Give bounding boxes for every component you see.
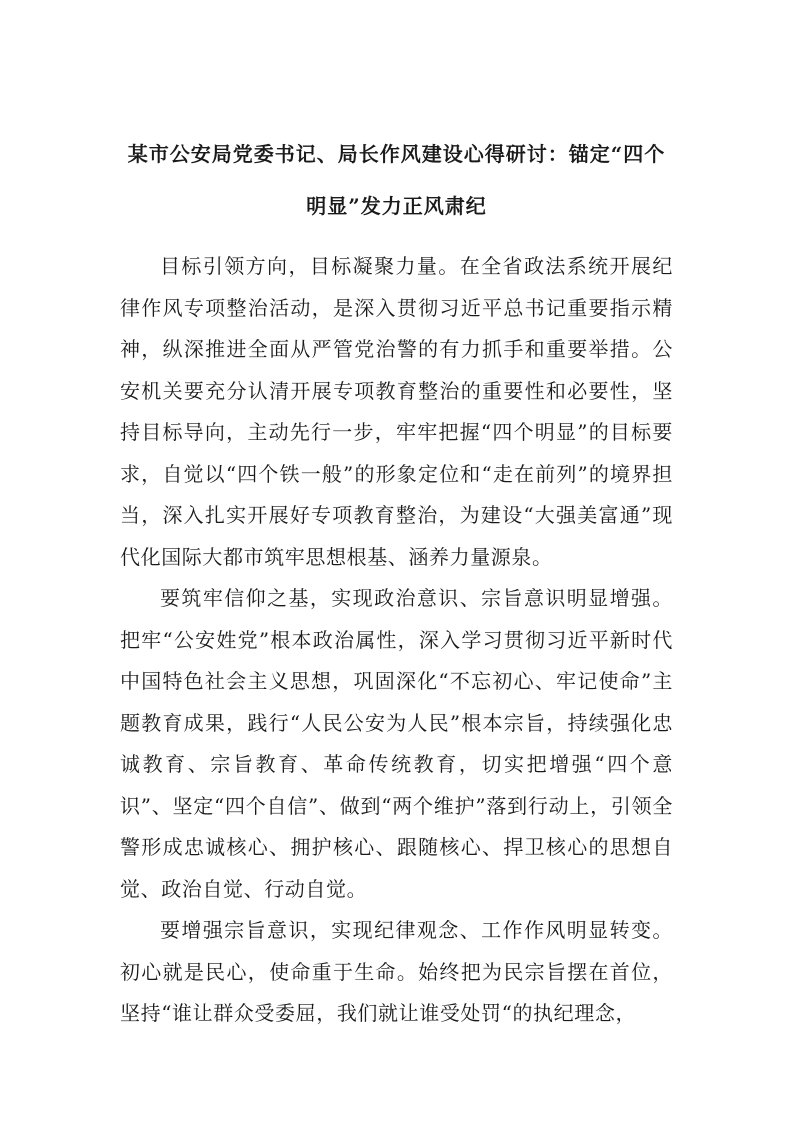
paragraph: 要筑牢信仰之基，实现政治意识、宗旨意识明显增强。把牢“公安姓党”根本政治属性，深入学习贯彻习近平新时代中国特色社会主义思想，巩固深化“不忘初心、牢记使命”主题教育成果，践行“人民公安为人民”根本宗旨，持续强化忠诚教育、宗旨教育、革命传统教育，切实把增强“四个意识”、坚定“四个自信”、做到“两个维护”落到行动上，引领全警形成忠诚核心、拥护核心、跟随核心、捍卫核心的思想自觉、政治自觉、行动自觉。 (120, 586, 673, 901)
paragraph: 要增强宗旨意识，实现纪律观念、工作作风明显转变。初心就是民心，使命重于生命。始终把为民宗旨摆在首位，坚持“谁让群众受委屈，我们就让谁受处罚“的执纪理念， (120, 918, 673, 1025)
document-title: 某市公安局党委书记、局长作风建设心得研讨：锚定“四个明显”发力正风肃纪 (127, 142, 666, 218)
paragraph: 目标引领方向，目标凝聚力量。在全省政法系统开展纪律作风专项整治活动，是深入贯彻习近平总书记重要指示精神，纵深推进全面从严管党治警的有力抓手和重要举措。公安机关要充分认清开展专项教育整治的重要性和必要性，坚持目标导向，主动先行一步，牢牢把握“四个明显”的目标要求，自觉以“四个铁一般”的形象定位和“走在前列”的境界担当，深入扎实开展好专项教育整治，为建设“大强美富通”现代化国际大都市筑牢思想根基、涵养力量源泉。 (120, 254, 673, 569)
document-body (120, 246, 673, 1035)
